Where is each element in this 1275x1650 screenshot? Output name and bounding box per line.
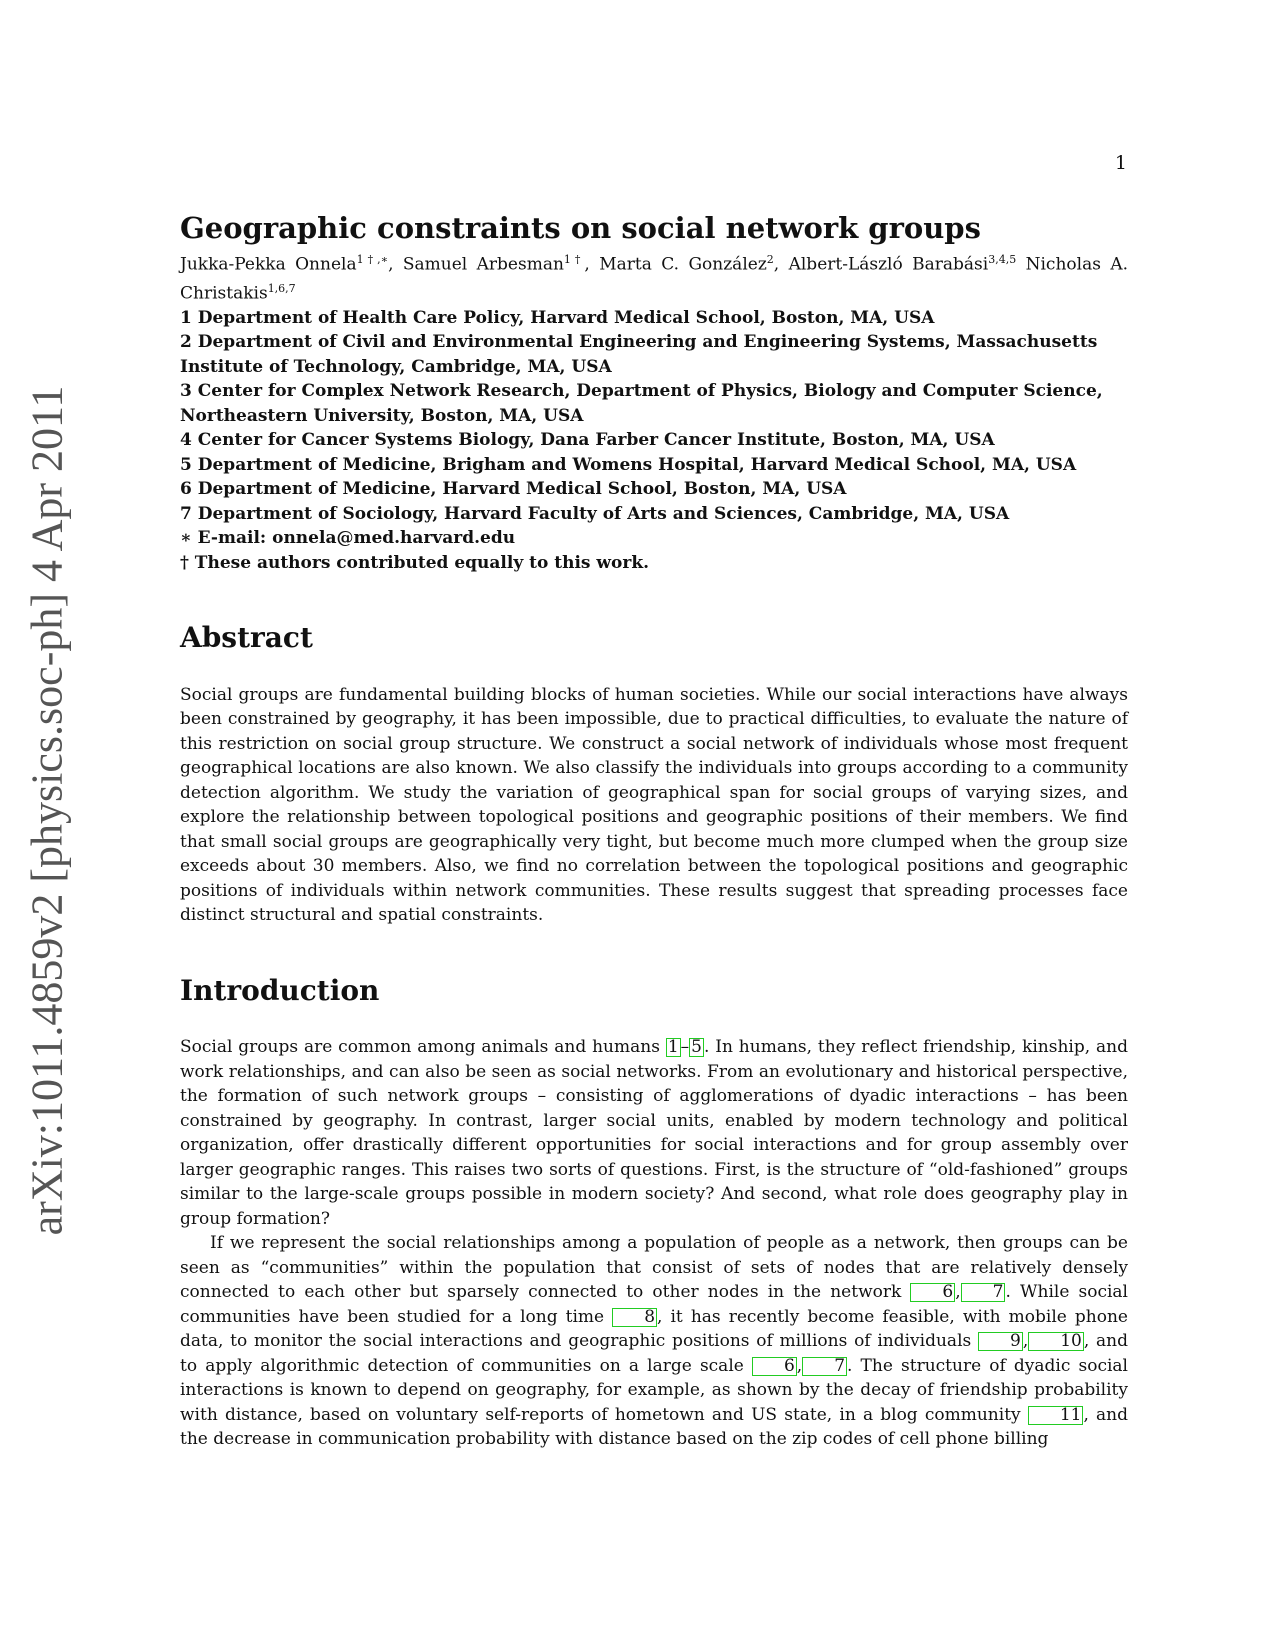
citation-link[interactable]: 7: [802, 1357, 847, 1376]
author-affil-sup: 2: [766, 253, 774, 267]
author-separator: [1016, 255, 1025, 275]
page-number: 1: [1114, 152, 1127, 174]
affiliation-7: 7 Department of Sociology, Harvard Faculty of Arts and Sciences, Cambridge, MA, USA: [180, 503, 1010, 524]
author-separator: ,: [584, 254, 600, 275]
corresponding-email: ∗ E-mail: onnela@med.harvard.edu: [180, 528, 516, 549]
text-run: ,: [1022, 1331, 1029, 1352]
affiliation-4: 4 Center for Cancer Systems Biology, Dana Farber Cancer Institute, Boston, MA, USA: [180, 430, 995, 451]
author-name: Albert-László Barabási: [788, 254, 989, 275]
affiliation-1: 1 Department of Health Care Policy, Harvard Medical School, Boston, MA, USA: [180, 307, 935, 328]
author-affil-sup: 1,6,7: [267, 281, 296, 295]
equal-contribution-note: † These authors contributed equally to this work.: [180, 552, 650, 573]
author-name: Jukka-Pekka Onnela: [180, 254, 357, 275]
intro-paragraph-1: [180, 1035, 1128, 1231]
abstract-text: Social groups are fundamental building blocks of human societies. While our social interactions have always been constrained by geography, it has been impossible, due to practical difficulties, to evaluate the nature of this restriction on social group structure. We construct a social network of individuals whose most frequent geographical locations are also known. We also classify the individuals into groups according to a community detection algorithm. We study the variation of geographical span for social groups of varying sizes, and explore the relationship between topological positions and geographic positions of their members. We find that small social groups are geographically very tight, but become much more clumped when the group size exceeds about 30 members. Also, we find no correlation between the topological positions and geographic positions of individuals within network communities. These results suggest that spreading processes face distinct structural and spatial constraints.: [180, 684, 1128, 926]
text-run: , and the decrease in communication probability with distance based on the zip codes of cell phone billing: [180, 1404, 1128, 1450]
arxiv-sidebar-stamp: [12, 385, 82, 1235]
citation-link[interactable]: 11: [1028, 1406, 1084, 1425]
intro-paragraph-2: [180, 1231, 1128, 1452]
arxiv-id-text: arXiv:1011.4859v2 [physics.soc-ph] 4 Apr 2011: [22, 385, 72, 1235]
author-name: Marta C. González: [599, 254, 767, 275]
author-name: Nicholas A. Christakis: [180, 254, 1129, 304]
affiliation-list: [180, 306, 1128, 576]
citation-link[interactable]: 9: [978, 1332, 1023, 1351]
author-separator: ,: [773, 254, 789, 275]
author-affil-sup: 3,4,5: [988, 253, 1017, 267]
citation-link[interactable]: 8: [612, 1308, 657, 1327]
citation-link[interactable]: 10: [1028, 1332, 1084, 1351]
text-run: ,: [796, 1355, 803, 1376]
text-run: . The structure of dyadic social interactions is known to depend on geography, for example, as shown by the decay of friendship probability with distance, based on voluntary self-reports of hometown and US state, in a blog community: [180, 1355, 1128, 1425]
author-name: Samuel Arbesman: [402, 254, 564, 275]
text-run: If we represent the social relationships among a population of people as a network, then groups can be seen as “communities” within the population that consist of sets of nodes that are relatively densely connected to each other but sparsely connected to other nodes in the network: [180, 1233, 1128, 1303]
affiliation-6: 6 Department of Medicine, Harvard Medical School, Boston, MA, USA: [180, 479, 847, 500]
text-run: –: [680, 1037, 690, 1058]
citation-link[interactable]: 6: [752, 1357, 797, 1376]
abstract-heading: Abstract: [180, 621, 313, 655]
text-run: . While social communities have been studied for a long time: [180, 1282, 1128, 1327]
text-run: . In humans, they reflect friendship, kinship, and work relationships, and can also be seen as social networks. From an evolutionary and historical perspective, the formation of such network groups – consisting of agglomerations of dyadic interactions – has been constrained by geography. In contrast, larger social units, enabled by modern technology and political organization, offer drastically different opportunities for social interactions and for group assembly over larger geographic ranges. This raises two sorts of questions. First, is the structure of “old-fashioned” groups similar to the large-scale groups possible in modern society? And second, what role does geography play in group formation?: [180, 1037, 1129, 1229]
citation-link[interactable]: 6: [910, 1283, 955, 1302]
affiliation-2: 2 Department of Civil and Environmental Engineering and Engineering Systems, Massachusetts Institute of Technology, Cambridge, MA, USA: [180, 332, 1098, 377]
citation-link[interactable]: 1: [667, 1037, 679, 1058]
citation-link[interactable]: 7: [961, 1283, 1006, 1302]
text-run: Social groups are common among animals and humans: [180, 1037, 666, 1058]
text-run: , it has recently become feasible, with mobile phone data, to monitor the social interactions and geographic positions of millions of individuals: [180, 1306, 1128, 1352]
citation-link[interactable]: 5: [691, 1037, 702, 1058]
author-affil-sup: 1†,∗: [356, 253, 389, 267]
affiliation-3: 3 Center for Complex Network Research, Department of Physics, Biology and Computer Science, Northeastern University, Boston, MA, USA: [180, 381, 1103, 426]
author-affil-sup: 1†: [563, 253, 585, 267]
paper-title: Geographic constraints on social network groups: [180, 211, 981, 245]
introduction-heading: Introduction: [180, 973, 380, 1007]
text-run: , and to apply algorithmic detection of communities on a large scale: [180, 1331, 1128, 1376]
paper-body: [180, 210, 1128, 1452]
affiliation-5: 5 Department of Medicine, Brigham and Womens Hospital, Harvard Medical School, MA, USA: [180, 454, 1077, 475]
author-separator: ,: [388, 254, 403, 275]
author-list: [180, 248, 1128, 305]
text-run: ,: [955, 1282, 961, 1303]
